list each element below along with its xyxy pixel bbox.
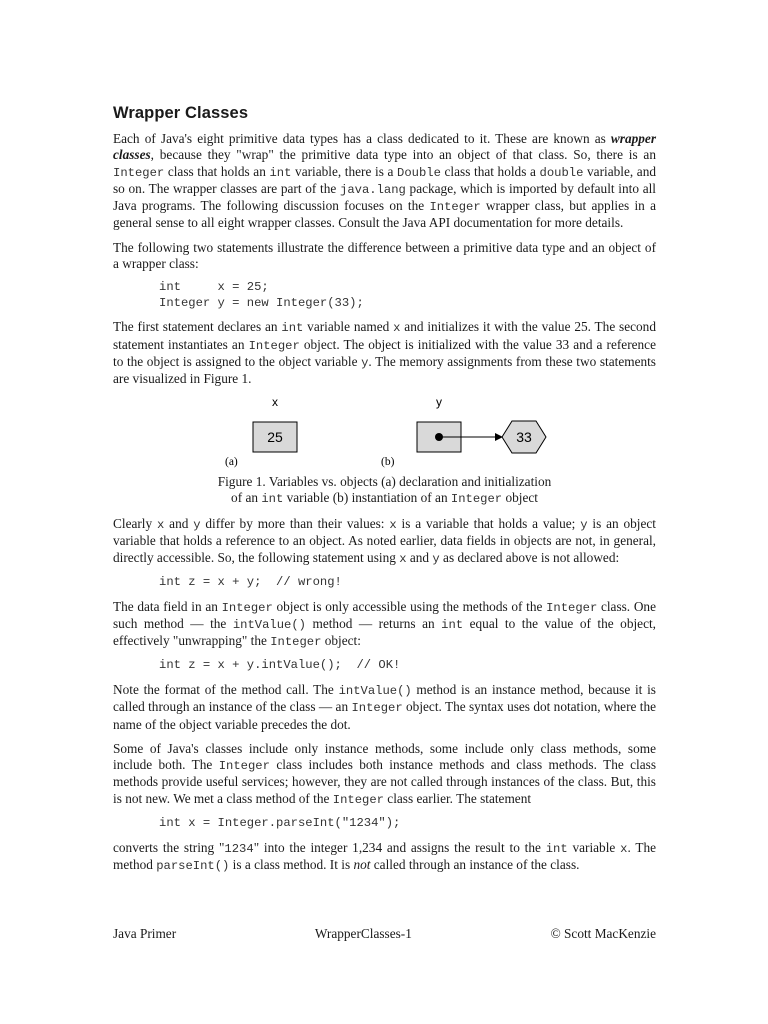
inline-code: y (361, 355, 369, 370)
label-x: x (272, 395, 278, 409)
inline-code: Integer (332, 792, 384, 807)
paragraph-converts: converts the string "1234" into the integer 1,234 and assigns the result to the int variable x. The method parseInt() is a class method. It is not called through an instance of the class. (113, 839, 656, 873)
code-block-declarations: int x = 25; Integer y = new Integer(33); (159, 280, 364, 310)
page-footer (113, 926, 656, 942)
inline-code: x (620, 841, 628, 856)
sub-label-a: (a) (225, 455, 238, 468)
inline-code: java.lang (340, 182, 406, 197)
paragraph-clearly: Clearly x and y differ by more than their values: x is a variable that holds a value; y is an object variable that holds a reference to an object. As noted earlier, data fields in objects are not, in general, directly accessible. So, the following statement using x and y as declared above is not allowed: (113, 516, 656, 566)
code-block-wrong: int z = x + y; // wrong! (159, 575, 342, 590)
label-y: y (436, 395, 442, 409)
inline-code: Integer (351, 701, 403, 716)
inline-code: Double (397, 165, 441, 180)
inline-code: Integer (248, 338, 300, 353)
inline-code: double (539, 165, 584, 180)
emphasis-not: not (353, 856, 371, 872)
document-page (113, 104, 656, 882)
emphasis-wrapper-classes: wrapper classes (113, 131, 656, 163)
inline-code: Integer (450, 491, 503, 506)
code-block-parseint: int x = Integer.parseInt("1234"); (159, 816, 401, 831)
inline-code: intValue() (232, 617, 306, 632)
paragraph-intro: Each of Java's eight primitive data types has a class dedicated to it. These are known as wrapper classes, because they "wrap" the primitive data type into an object of that class. So, there is an Integer class that holds an int variable, there is a Double class that holds a double variable, and so on. The wrapper classes are part of the java.lang package, which is imported by default into all Java programs. The following discussion focuses on the Integer wrapper class, but applies in a general sense to all eight wrapper classes. Consult the Java API documentation for more details. (113, 131, 656, 231)
paragraph-class-methods: Some of Java's classes include only instance methods, some include only class methods, some include both. The Integer class includes both instance methods and class methods. The class methods provide useful services; however, they are not called through instances of the class. But, this is not new. We met a class method of the Integer class earlier. The statement (113, 740, 656, 807)
paragraph-two-statements: The following two statements illustrate the difference between a primitive data type and an object of a wrapper class: (113, 239, 656, 272)
footer-right: © Scott MacKenzie (550, 926, 656, 941)
inline-code: x (157, 518, 165, 533)
inline-code: int (545, 841, 568, 856)
inline-code: Integer (113, 165, 165, 180)
inline-code: Integer (221, 600, 273, 615)
footer-left: Java Primer (113, 926, 177, 941)
inline-code: y (580, 518, 588, 533)
figure-caption: Figure 1. Variables vs. objects (a) declaration and initialization of an int variable (b) instantiation of an Integer object (217, 473, 552, 506)
figure-1 (113, 396, 656, 470)
inline-code: x (393, 321, 401, 336)
footer-center: WrapperClasses-1 (314, 926, 412, 941)
inline-code: 1234 (224, 841, 254, 856)
paragraph-method-call: Note the format of the method call. The intValue() method is an instance method, because it is called through an instance of the class — an Integer object. The syntax uses dot notation, where the name of the object variable precedes the dot. (113, 681, 657, 732)
figure-diagram (113, 396, 656, 470)
inline-code: x (389, 518, 397, 533)
inline-code: int (269, 165, 292, 180)
paragraph-first-statement: The first statement declares an int variable named x and initializes it with the value 25. The second statement instantiates an Integer object. The object is initialized with the value 33 and a reference to the object is assigned to the object variable y. The memory assignments from these two statements are visualized in Figure 1. (113, 319, 656, 387)
inline-code: Integer (546, 600, 598, 615)
page-title: Wrapper Classes (113, 104, 249, 122)
box-x-value: 25 (267, 428, 283, 445)
inline-code: intValue() (338, 683, 412, 698)
inline-code: Integer (429, 200, 481, 215)
paragraph-data-field: The data field in an Integer object is only accessible using the methods of the Integer class. One such method — the intValue() method — returns an int equal to the value of the object, effectively "unwrapping" the Integer object: (113, 598, 656, 650)
inline-code: int (441, 617, 464, 632)
inline-code: y (193, 518, 201, 533)
inline-code: int (281, 321, 304, 336)
inline-code: Integer (218, 759, 270, 774)
sub-label-b: (b) (381, 455, 395, 468)
object-value: 33 (516, 428, 532, 445)
inline-code: Integer (270, 635, 322, 650)
inline-code: int (261, 491, 284, 506)
code-block-ok: int z = x + y.intValue(); // OK! (159, 658, 401, 673)
inline-code: y (432, 551, 440, 566)
inline-code: x (399, 551, 407, 566)
inline-code: parseInt() (156, 858, 230, 873)
